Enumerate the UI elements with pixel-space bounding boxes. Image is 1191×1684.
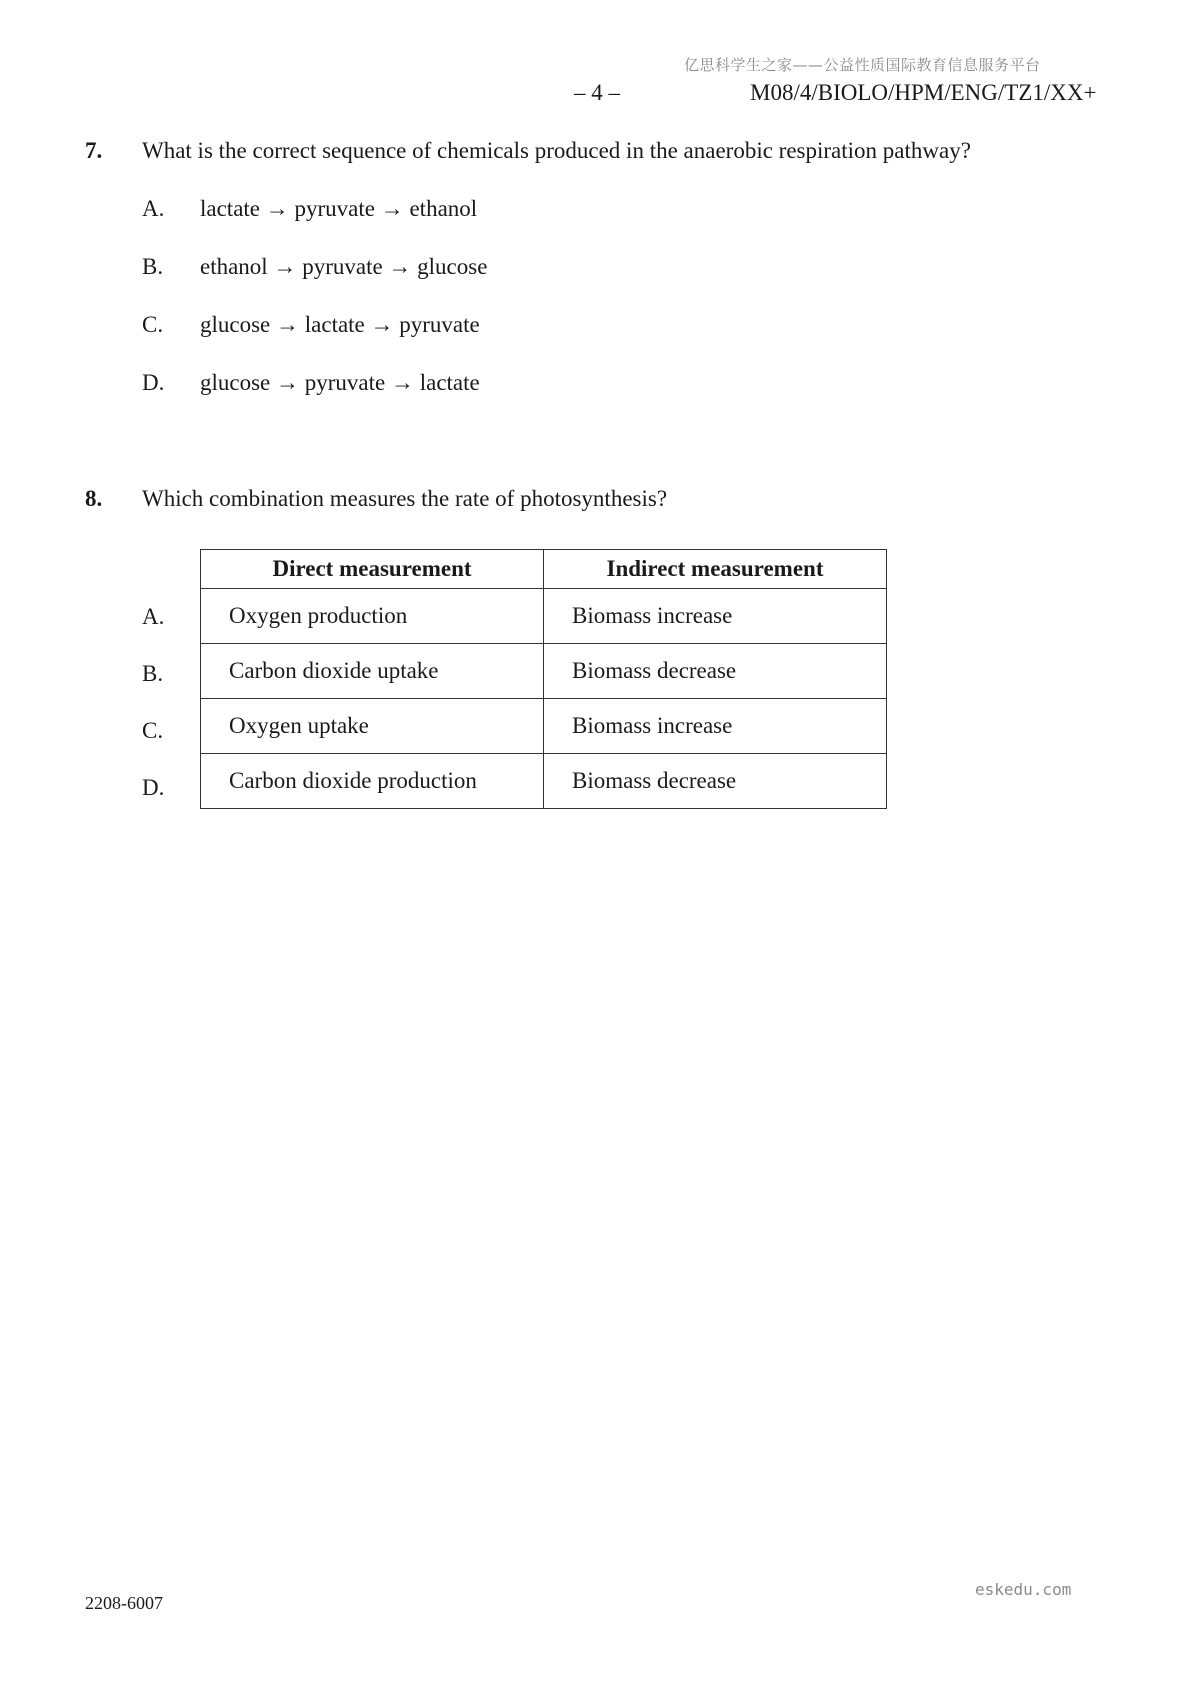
- table-row: [201, 644, 887, 699]
- question-7-option-a-text: lactate → pyruvate → ethanol: [200, 196, 478, 221]
- table-row: [201, 754, 887, 809]
- header-direct-measurement: Direct measurement: [201, 550, 544, 589]
- table-cell-indirect: Biomass increase: [544, 699, 887, 754]
- table-row: [201, 589, 887, 644]
- table-cell-direct: Oxygen production: [201, 589, 544, 644]
- question-8-number: 8.: [85, 486, 103, 511]
- answer-table: [200, 549, 887, 809]
- table-cell-indirect: Biomass decrease: [544, 754, 887, 809]
- footer-watermark: eskedu.com: [975, 1580, 1072, 1599]
- question-8-text: Which combination measures the rate of photosynthesis?: [142, 486, 668, 511]
- question-7-text: What is the correct sequence of chemicals produced in the anaerobic respiration pathway?: [142, 138, 971, 163]
- table-cell-indirect: Biomass increase: [544, 589, 887, 644]
- question-8-row-b-letter: B.: [142, 661, 164, 686]
- question-7-option-b-text: ethanol → pyruvate → glucose: [200, 254, 488, 279]
- question-7-number: 7.: [85, 138, 103, 163]
- table-cell-direct: Oxygen uptake: [201, 699, 544, 754]
- table-header-row: [201, 550, 887, 589]
- footer-code: 2208-6007: [85, 1593, 163, 1613]
- table-cell-direct: Carbon dioxide uptake: [201, 644, 544, 699]
- table-cell-direct: Carbon dioxide production: [201, 754, 544, 809]
- question-7-option-c-text: glucose → lactate → pyruvate: [200, 312, 480, 337]
- question-7-option-d-letter: D.: [142, 370, 165, 395]
- question-8-row-d-letter: D.: [142, 775, 165, 800]
- header-watermark: 亿思科学生之家——公益性质国际教育信息服务平台: [684, 56, 1041, 74]
- table-cell-indirect: Biomass decrease: [544, 644, 887, 699]
- question-7-option-b-letter: B.: [142, 254, 164, 279]
- paper-code: M08/4/BIOLO/HPM/ENG/TZ1/XX+: [750, 80, 1097, 105]
- page-number: – 4 –: [574, 80, 620, 105]
- header-indirect-measurement: Indirect measurement: [544, 550, 887, 589]
- question-7-option-c-letter: C.: [142, 312, 164, 337]
- question-8-row-c-letter: C.: [142, 718, 164, 743]
- question-7-option-a-letter: A.: [142, 196, 165, 221]
- table-row: [201, 699, 887, 754]
- question-8-row-a-letter: A.: [142, 604, 165, 629]
- question-7-option-d-text: glucose → pyruvate → lactate: [200, 370, 480, 395]
